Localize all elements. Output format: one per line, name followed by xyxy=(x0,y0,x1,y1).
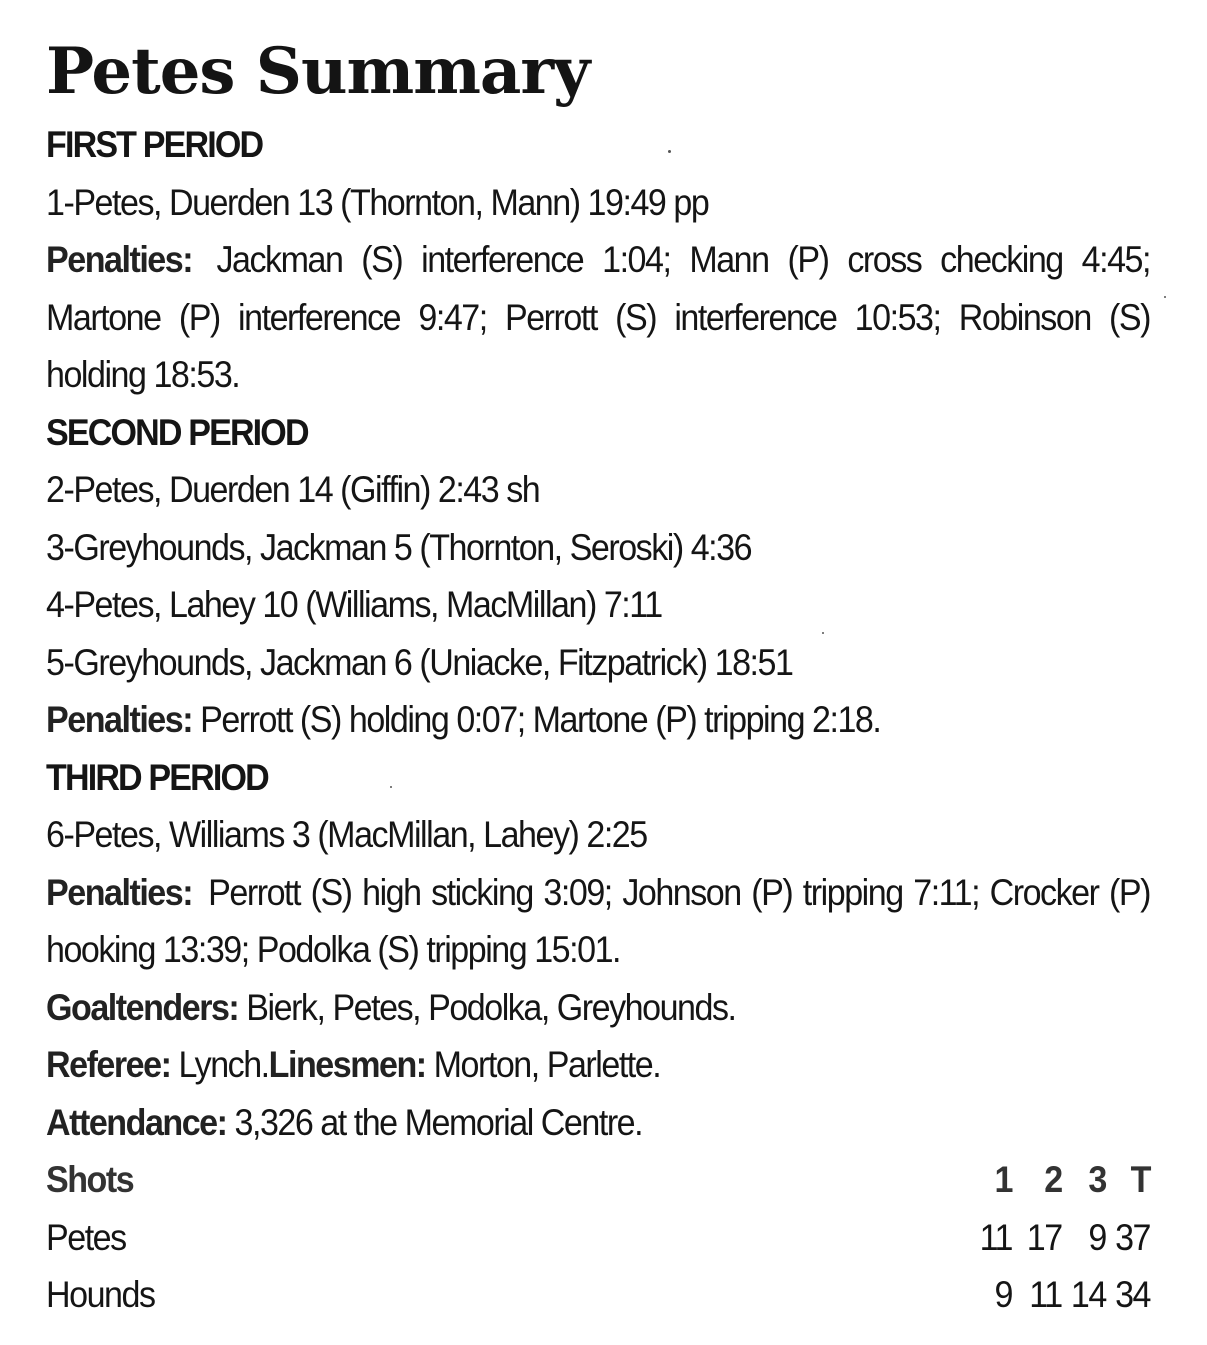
shots-value: 17 xyxy=(1026,1216,1062,1258)
attendance-label: Attendance: xyxy=(46,1101,227,1143)
goal-line: 5-Greyhounds, Jackman 6 (Uniacke, Fitzpatrick) 18:51 xyxy=(46,641,793,683)
referee-label: Referee: xyxy=(46,1044,171,1085)
second-period-penalties xyxy=(46,691,1150,749)
goal-line: 4-Petes, Lahey 10 (Williams, MacMillan) 7:11 xyxy=(46,584,662,625)
shots-team: Petes xyxy=(46,1216,126,1258)
attendance-line xyxy=(46,1094,1150,1152)
shots-value: 11 xyxy=(1029,1274,1062,1315)
goaltenders-label: Goaltenders: xyxy=(46,986,239,1028)
goaltenders-value: Bierk, Petes, Podolka, Greyhounds. xyxy=(246,986,736,1028)
shots-label: Shots xyxy=(46,1159,134,1200)
linesmen-label: Linesmen: xyxy=(268,1044,426,1085)
penalties-label: Penalties: xyxy=(46,871,193,913)
shots-col-2: 2 xyxy=(1044,1159,1062,1200)
shots-columns xyxy=(966,1151,1150,1209)
shots-value: 11 xyxy=(979,1216,1012,1258)
shots-col-total: T xyxy=(1130,1159,1150,1200)
shots-value: 9 xyxy=(1088,1216,1106,1258)
goal-line: 6-Petes, Williams 3 (MacMillan, Lahey) 2:25 xyxy=(46,814,647,855)
penalties-text: Jackman (S) interference 1:04; Mann (P) cross checking 4:45; Martone (P) interference 9:47; Perrott (S) interference 10:53; Robinson (S) holding 18:53. xyxy=(46,239,1150,395)
shots-values xyxy=(966,1266,1150,1324)
shots-total: 34 xyxy=(1115,1274,1150,1315)
goal-line: 1-Petes, Duerden 13 (Thornton, Mann) 19:49 pp xyxy=(46,181,709,223)
shots-col-1: 1 xyxy=(994,1159,1012,1200)
shots-row-hounds xyxy=(46,1266,1150,1324)
third-period-heading: THIRD PERIOD xyxy=(46,756,268,798)
penalties-label: Penalties: xyxy=(46,239,193,280)
third-period-penalties xyxy=(46,864,1150,979)
goaltenders-line xyxy=(46,979,1150,1037)
penalties-text: Perrott (S) high sticking 3:09; Johnson (P) tripping 7:11; Crocker (P) hooking 13:39; Podolka (S) tripping 15:01. xyxy=(46,871,1150,970)
shots-table xyxy=(46,1151,1150,1324)
officials-line xyxy=(46,1036,1150,1094)
summary-page xyxy=(46,28,1150,1324)
goal-line: 3-Greyhounds, Jackman 5 (Thornton, Seroski) 4:36 xyxy=(46,526,752,568)
first-period-heading: FIRST PERIOD xyxy=(46,124,263,165)
shots-col-3: 3 xyxy=(1088,1159,1106,1200)
attendance-value: 3,326 at the Memorial Centre. xyxy=(234,1101,643,1143)
shots-value: 9 xyxy=(994,1274,1012,1315)
shots-value: 14 xyxy=(1070,1274,1106,1315)
goal-line: 2-Petes, Duerden 14 (Giffin) 2:43 sh xyxy=(46,469,540,510)
shots-header-row xyxy=(46,1151,1150,1209)
shots-team: Hounds xyxy=(46,1274,155,1315)
summary-body xyxy=(46,116,1150,1324)
penalties-label: Penalties: xyxy=(46,699,193,740)
shots-row-petes xyxy=(46,1209,1150,1267)
first-period-penalties xyxy=(46,231,1150,404)
linesmen-value: Morton, Parlette. xyxy=(433,1044,661,1085)
second-period-heading: SECOND PERIOD xyxy=(46,411,308,453)
shots-total: 37 xyxy=(1115,1216,1150,1258)
penalties-text: Perrott (S) holding 0:07; Martone (P) tripping 2:18. xyxy=(200,699,881,740)
page-title: Petes Summary xyxy=(46,34,590,109)
referee-value: Lynch. xyxy=(178,1044,269,1085)
shots-values xyxy=(966,1209,1150,1267)
